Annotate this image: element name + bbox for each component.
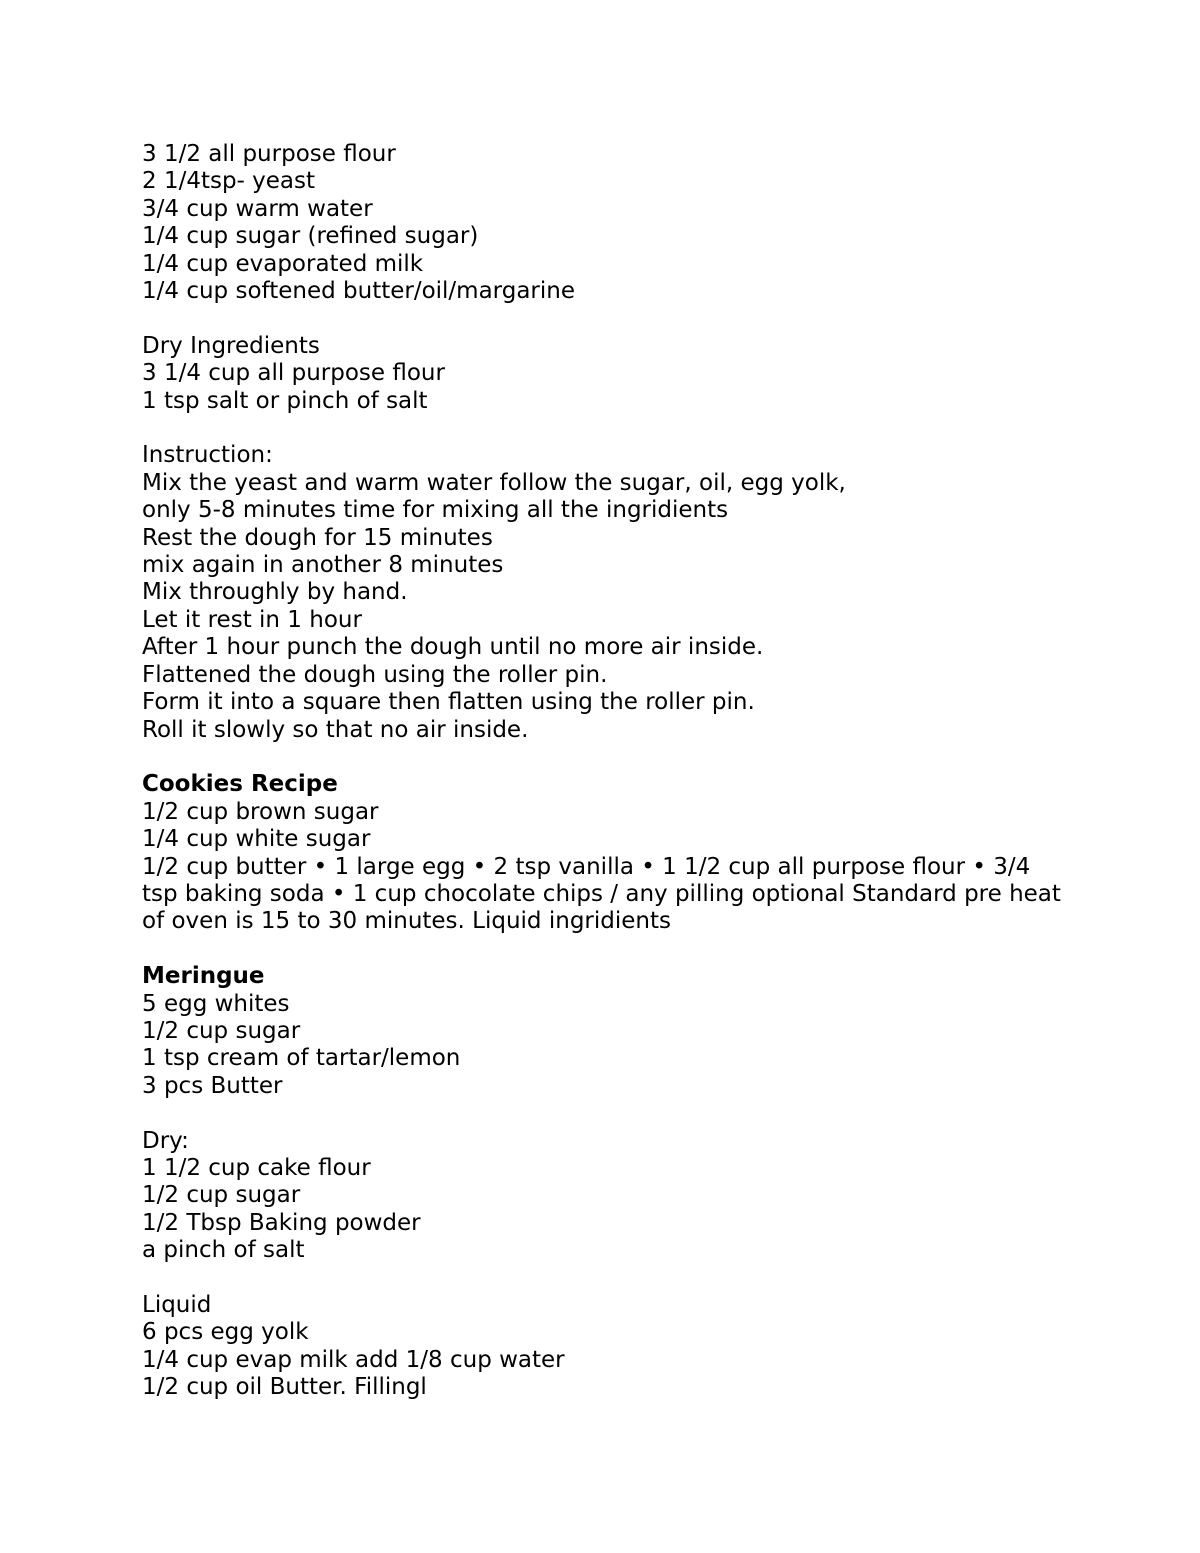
ingredient-line: 6 pcs egg yolk (142, 1319, 309, 1346)
ingredient-line: 1/4 cup evap milk add 1/8 cup water (142, 1346, 565, 1373)
ingredient-line: 1/4 cup sugar (refined sugar) (142, 223, 479, 250)
dry-ingredients-section (142, 333, 1062, 415)
meringue-section (142, 963, 1062, 1100)
instruction-step: Form it into a square then flatten using the roller pin. (142, 689, 755, 716)
ingredient-line: 5 egg whites (142, 990, 290, 1017)
section-title: Liquid (142, 1291, 212, 1318)
ingredient-line: 1/2 cup oil Butter. Fillingl (142, 1374, 427, 1401)
blank-line (142, 1100, 1062, 1127)
document-page (142, 141, 1062, 1402)
ingredient-line: a pinch of salt (142, 1237, 305, 1264)
instruction-step: Rest the dough for 15 minutes (142, 524, 493, 551)
ingredient-line: 3 pcs Butter (142, 1072, 283, 1099)
ingredient-line: 1/2 cup brown sugar (142, 798, 379, 825)
ingredient-line: 1 tsp cream of tartar/lemon (142, 1045, 461, 1072)
instruction-step: After 1 hour punch the dough until no more air inside. (142, 634, 764, 661)
instruction-step: Mix throughly by hand. (142, 579, 408, 606)
dry-section (142, 1128, 1062, 1265)
cookies-paragraph: 1/2 cup butter • 1 large egg • 2 tsp vanilla • 1 1/2 cup all purpose flour • 3/4 tsp baking soda • 1 cup chocolate chips / any pilling optional Standard pre heat of oven is 15 to 30 minutes. Liquid ingridients (142, 853, 1061, 935)
blank-line (142, 305, 1062, 332)
ingredient-line: 1/4 cup softened butter/oil/margarine (142, 278, 576, 305)
section-title: Instruction: (142, 442, 273, 469)
blank-line (142, 744, 1062, 771)
liquid-section (142, 1292, 1062, 1402)
ingredient-line: 1/4 cup evaporated milk (142, 250, 424, 277)
ingredient-line: 1 1/2 cup cake flour (142, 1154, 371, 1181)
instruction-step: only 5-8 minutes time for mixing all the ingridients (142, 497, 729, 524)
blank-line (142, 1265, 1062, 1292)
ingredient-line: 2 1/4tsp- yeast (142, 168, 316, 195)
ingredient-line: 1/4 cup white sugar (142, 826, 371, 853)
intro-ingredients-section (142, 141, 1062, 305)
ingredient-line: 3/4 cup warm water (142, 195, 373, 222)
instruction-step: Roll it slowly so that no air inside. (142, 716, 529, 743)
ingredient-line: 1 tsp salt or pinch of salt (142, 387, 428, 414)
cookies-section (142, 771, 1062, 935)
instruction-section (142, 442, 1062, 743)
ingredient-line: 1/2 Tbsp Baking powder (142, 1209, 421, 1236)
ingredient-line: 3 1/2 all purpose flour (142, 141, 396, 167)
ingredient-line: 1/2 cup sugar (142, 1017, 301, 1044)
cookies-heading: Cookies Recipe (142, 771, 338, 798)
instruction-step: Flattened the dough using the roller pin. (142, 661, 608, 688)
section-title: Dry: (142, 1127, 189, 1154)
blank-line (142, 415, 1062, 442)
section-title: Dry Ingredients (142, 332, 320, 359)
ingredient-line: 1/2 cup sugar (142, 1182, 301, 1209)
instruction-step: Mix the yeast and warm water follow the sugar, oil, egg yolk, (142, 469, 846, 496)
meringue-heading: Meringue (142, 963, 265, 990)
ingredient-line: 3 1/4 cup all purpose flour (142, 360, 445, 387)
instruction-step: mix again in another 8 minutes (142, 552, 504, 579)
instruction-step: Let it rest in 1 hour (142, 606, 362, 633)
blank-line (142, 936, 1062, 963)
